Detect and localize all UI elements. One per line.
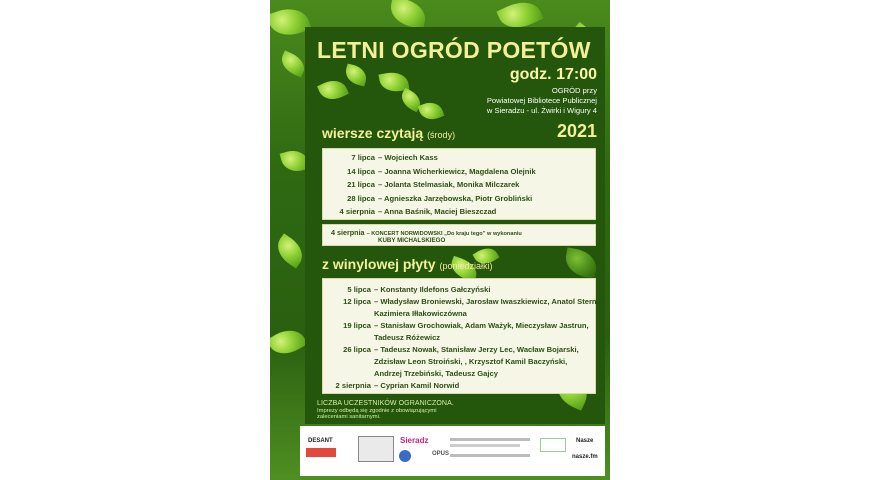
list-item — [331, 207, 496, 216]
concert-performer: KUBY MICHALSKIEGO — [378, 237, 446, 244]
list-item — [331, 285, 490, 294]
list-item — [331, 321, 589, 330]
list-item — [331, 180, 519, 189]
item-date: 28 lipca — [347, 193, 375, 203]
leaf-icon — [277, 50, 308, 77]
sponsor-footer — [300, 426, 605, 476]
vinyl-box — [322, 278, 599, 394]
item-text: Tadeusz Różewicz — [374, 333, 441, 342]
logo-circle-icon — [399, 450, 411, 462]
list-item — [331, 194, 532, 203]
item-text: – Joanna Wicherkiewicz, Magdalena Olejnik — [378, 166, 536, 176]
sponsor-logo-icon — [540, 438, 566, 452]
list-item — [371, 333, 440, 342]
item-date: 14 lipca — [347, 166, 375, 176]
item-date: 12 lipca — [343, 297, 371, 306]
note-line: Imprezy odbędą się zgodnie z obowiązującymi — [317, 407, 437, 414]
list-item — [331, 167, 536, 176]
section-title: wiersze czytają — [322, 125, 424, 141]
item-text: – Cyprian Kamil Norwid — [374, 381, 460, 390]
section-note: (środy) — [427, 130, 456, 140]
item-date: 4 sierpnia — [339, 207, 375, 216]
logo-opus: OPUS — [432, 451, 450, 457]
poster — [270, 0, 610, 480]
concert-line — [331, 228, 522, 237]
item-text: – Stanisław Grochowiak, Adam Ważyk, Mieczysław Jastrun, — [374, 321, 589, 330]
list-item — [331, 153, 438, 162]
leaf-icon — [388, 0, 428, 29]
item-text: – Jolanta Stelmasiak, Monika Milczarek — [378, 180, 520, 189]
readings-box — [322, 148, 596, 220]
leaf-icon — [270, 323, 308, 361]
item-text: Andrzej Trzebiński, Tadeusz Gajcy — [374, 369, 498, 378]
item-date: 19 lipca — [343, 321, 371, 330]
section-vinyl-title — [322, 256, 493, 272]
section-readings-title — [322, 125, 455, 141]
note-line: zaleceniami sanitarnymi. — [317, 414, 381, 420]
list-item — [331, 345, 579, 354]
logo-desant: DESANT — [308, 438, 333, 444]
text-line-icon — [450, 438, 530, 441]
year: 2021 — [556, 121, 597, 141]
item-text: – Konstanty Ildefons Gałczyński — [374, 285, 491, 294]
item-text: – Agnieszka Jarzębowska, Piotr Grobliński — [378, 193, 533, 203]
list-item — [331, 297, 599, 306]
participants-note — [317, 401, 497, 421]
note-head: LICZBA UCZESTNIKÓW OGRANICZONA. — [317, 400, 454, 407]
venue-line: Powiatowej Bibliotece Publicznej — [486, 96, 597, 105]
library-logo-icon — [358, 436, 394, 462]
item-date: 7 lipca — [351, 153, 375, 162]
logo-sieradz: Sieradz — [400, 436, 429, 445]
logo-nasze: Nasze — [576, 438, 594, 444]
concert-date: 4 sierpnia — [331, 228, 365, 237]
venue-line: OGRÓD przy — [551, 86, 597, 95]
concert-text: – KONCERT NORWIDOWSKI „Do kraju tego” w wykonaniu — [366, 231, 522, 237]
list-item — [331, 381, 459, 390]
item-date: 26 lipca — [343, 345, 371, 354]
list-item — [371, 357, 567, 366]
item-date: 2 sierpnia — [335, 381, 371, 390]
logo-nasze-fm: nasze.fm — [572, 454, 598, 460]
item-date: 5 lipca — [347, 285, 371, 294]
venue-line: w Sieradzu - ul. Żwirki i Wigury 4 — [486, 106, 597, 115]
item-date: 21 lipca — [347, 180, 375, 189]
item-text: – Wojciech Kass — [378, 153, 438, 162]
poster-title: LETNI OGRÓD POETÓW — [317, 37, 591, 63]
event-time: godz. 17:00 — [509, 66, 597, 83]
logo-bar-icon — [306, 448, 336, 457]
section-title: z winylowej płyty — [322, 256, 436, 272]
leaf-icon — [271, 233, 308, 268]
item-text: Kazimiera Iłłakowiczówna — [374, 309, 467, 318]
section-note: (poniedziałki) — [439, 261, 493, 271]
item-text: Zdzisław Leon Stroiński, , Krzysztof Kamil Baczyński, — [374, 357, 568, 366]
text-line-icon — [450, 444, 520, 447]
item-text: – Anna Baśnik, Maciej Bieszczad — [378, 207, 497, 216]
item-text: – Tadeusz Nowak, Stanisław Jerzy Lec, Wacław Bojarski, — [374, 345, 579, 354]
list-item — [371, 369, 498, 378]
venue-info — [427, 86, 597, 116]
text-line-icon — [450, 454, 530, 457]
item-text: – Władysław Broniewski, Jarosław Iwaszkiewicz, Anatol Stern, — [374, 297, 599, 306]
concert-box — [322, 224, 596, 246]
list-item — [371, 309, 467, 318]
